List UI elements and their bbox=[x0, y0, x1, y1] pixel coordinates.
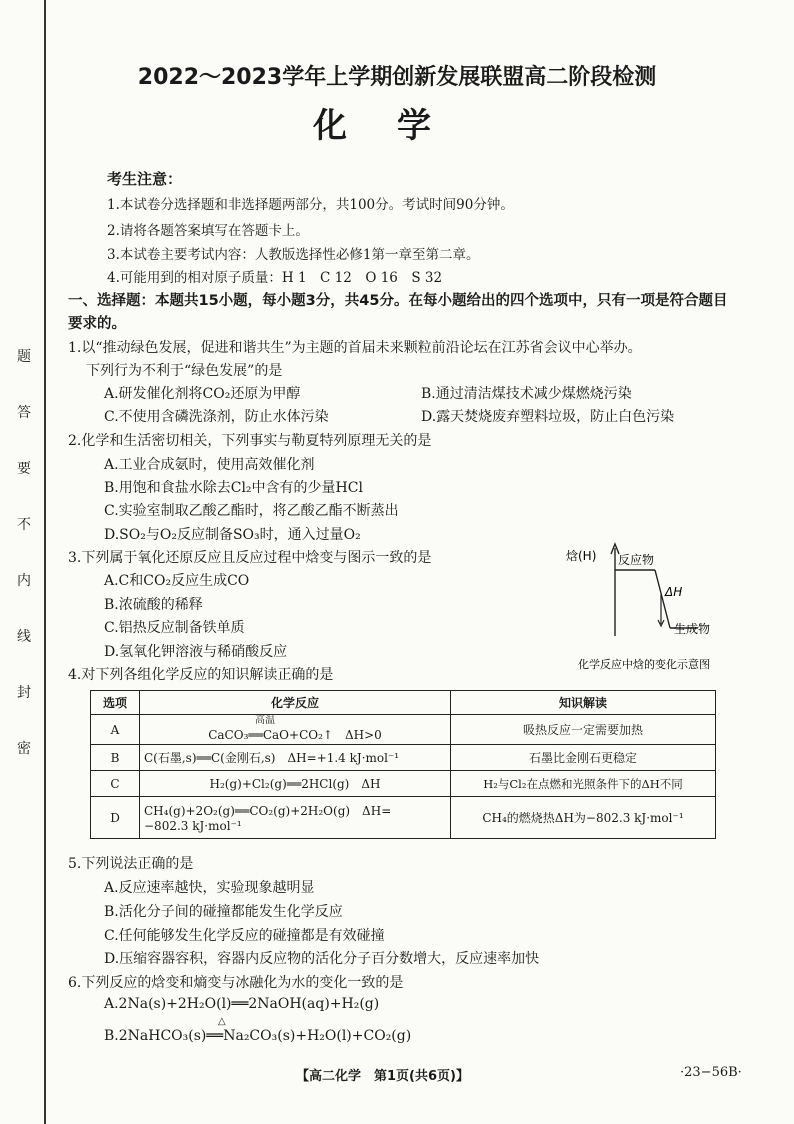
binding-line bbox=[44, 0, 46, 1124]
table-row bbox=[91, 715, 716, 745]
q2-option-d: D.SO₂与O₂反应制备SO₃时，通入过量O₂ bbox=[104, 527, 361, 543]
product-label: 生成物 bbox=[674, 622, 711, 636]
question-2-stem: 2.化学和生活密切相关，下列事实与勒夏特列原理无关的是 bbox=[68, 433, 432, 449]
notice-item: 2.请将各题答案填写在答题卡上。 bbox=[107, 223, 309, 239]
row-note: 石墨比金刚石更稳定 bbox=[451, 745, 716, 771]
row-reaction: H₂(g)+Cl₂(g)══2HCl(g) ΔH bbox=[140, 771, 451, 797]
question-4-table bbox=[90, 690, 716, 839]
q3-option-b: B.浓硫酸的稀释 bbox=[104, 597, 203, 613]
table-header: 选项 bbox=[91, 691, 140, 715]
seal-char: 内 bbox=[17, 573, 31, 589]
q1-option-b: B.通过清洁煤技术减少煤燃烧污染 bbox=[421, 386, 632, 402]
q1-option-d: D.露天焚烧废弃塑料垃圾，防止白色污染 bbox=[421, 409, 675, 425]
table-row bbox=[91, 797, 716, 839]
reactant-label: 反应物 bbox=[618, 553, 655, 567]
seal-char: 要 bbox=[17, 461, 31, 477]
row-option: C bbox=[91, 771, 140, 797]
seal-char: 题 bbox=[17, 349, 31, 365]
question-6-stem: 6.下列反应的焓变和熵变与冰融化为水的变化一致的是 bbox=[68, 975, 404, 991]
subject-title: 化学 bbox=[313, 106, 481, 146]
diagram-caption: 化学反应中焓的变化示意图 bbox=[578, 658, 710, 671]
question-3-stem: 3.下列属于氧化还原反应且反应过程中焓变与图示一致的是 bbox=[68, 550, 432, 566]
reaction-condition: 高温 bbox=[255, 715, 275, 726]
row-note: 吸热反应一定需要加热 bbox=[451, 715, 716, 745]
seal-char: 密 bbox=[17, 741, 31, 757]
q3-option-a: A.C和CO₂反应生成CO bbox=[104, 573, 250, 589]
exam-title: 2022～2023学年上学期创新发展联盟高二阶段检测 bbox=[137, 65, 657, 90]
table-row bbox=[91, 745, 716, 771]
notice-title: 考生注意： bbox=[107, 170, 183, 188]
reaction-equation: CaCO₃══CaO+CO₂↑ ΔH>0 bbox=[208, 728, 382, 742]
q5-option-a: A.反应速率越快，实验现象越明显 bbox=[104, 880, 315, 896]
row-reaction: C(石墨,s)══C(金刚石,s) ΔH=+1.4 kJ·mol⁻¹ bbox=[140, 745, 451, 771]
seal-char: 线 bbox=[17, 629, 31, 645]
q2-option-a: A.工业合成氨时，使用高效催化剂 bbox=[104, 457, 315, 473]
q6-option-b: B.2NaHCO₃(s)══Na₂CO₃(s)+H₂O(l)+CO₂(g) bbox=[104, 1028, 412, 1044]
reaction-equation-cont: −802.3 kJ·mol⁻¹ bbox=[144, 819, 242, 833]
q2-option-c: C.实验室制取乙酸乙酯时，将乙酸乙酯不断蒸出 bbox=[104, 503, 399, 519]
question-1-stem: 1.以“推动绿色发展，促进和谐共生”为主题的首届未来颗粒前沿论坛在江苏省会议中心举办。 bbox=[68, 340, 642, 356]
section-heading: 一、选择题：本题共15小题，每小题3分，共45分。在每小题给出的四个选项中，只有一项是符合题目要求的。 bbox=[68, 293, 728, 332]
table-row bbox=[91, 771, 716, 797]
row-option: A bbox=[91, 715, 140, 745]
transition-line bbox=[655, 570, 670, 628]
seal-char: 答 bbox=[17, 405, 31, 421]
seal-char: 不 bbox=[17, 517, 31, 533]
table-header-row bbox=[91, 691, 716, 715]
page-footer: 【高二化学 第1页(共6页)】 bbox=[296, 1069, 469, 1084]
delta-h-label: ΔH bbox=[665, 585, 683, 599]
seal-char: 封 bbox=[17, 685, 31, 701]
q1-option-a: A.研发催化剂将CO₂还原为甲醇 bbox=[104, 386, 301, 402]
row-note: H₂与Cl₂在点燃和光照条件下的ΔH不同 bbox=[451, 771, 716, 797]
row-option: B bbox=[91, 745, 140, 771]
notice-item: 3.本试卷主要考试内容：人教版选择性必修1第一章至第二章。 bbox=[107, 247, 480, 263]
enthalpy-diagram bbox=[560, 540, 740, 680]
q6-option-a: A.2Na(s)+2H₂O(l)══2NaOH(aq)+H₂(g) bbox=[104, 996, 380, 1012]
q2-option-b: B.用饱和食盐水除去Cl₂中含有的少量HCl bbox=[104, 480, 363, 496]
q6-b-condition: △ bbox=[218, 1016, 226, 1027]
question-5-stem: 5.下列说法正确的是 bbox=[68, 856, 194, 872]
q3-option-c: C.铝热反应制备铁单质 bbox=[104, 620, 245, 636]
row-note: CH₄的燃烧热ΔH为−802.3 kJ·mol⁻¹ bbox=[451, 797, 716, 839]
q3-option-d: D.氢氧化钾溶液与稀硝酸反应 bbox=[104, 644, 288, 660]
table-header: 化学反应 bbox=[140, 691, 451, 715]
row-reaction bbox=[140, 715, 451, 745]
q5-option-d: D.压缩容器容积，容器内反应物的活化分子百分数增大，反应速率加快 bbox=[104, 951, 540, 967]
reaction-equation: CH₄(g)+2O₂(g)══CO₂(g)+2H₂O(g) ΔH= bbox=[144, 804, 392, 818]
notice-item: 1.本试卷分选择题和非选择题两部分，共100分。考试时间90分钟。 bbox=[107, 197, 514, 213]
q1-option-c: C.不使用含磷洗涤剂，防止水体污染 bbox=[104, 409, 329, 425]
question-4-stem: 4.对下列各组化学反应的知识解读正确的是 bbox=[68, 667, 334, 683]
q5-option-b: B.活化分子间的碰撞都能发生化学反应 bbox=[104, 904, 343, 920]
notice-item: 4.可能用到的相对原子质量：H 1 C 12 O 16 S 32 bbox=[107, 270, 443, 286]
q5-option-c: C.任何能够发生化学反应的碰撞都是有效碰撞 bbox=[104, 928, 385, 944]
table-header: 知识解读 bbox=[451, 691, 716, 715]
row-reaction bbox=[140, 797, 451, 839]
exam-code: ·23−56B· bbox=[680, 1065, 742, 1080]
y-axis-label: 焓(H) bbox=[566, 549, 597, 563]
question-1-stem-2: 下列行为不利于“绿色发展”的是 bbox=[86, 363, 283, 379]
row-option: D bbox=[91, 797, 140, 839]
seal-line-text bbox=[14, 350, 34, 798]
